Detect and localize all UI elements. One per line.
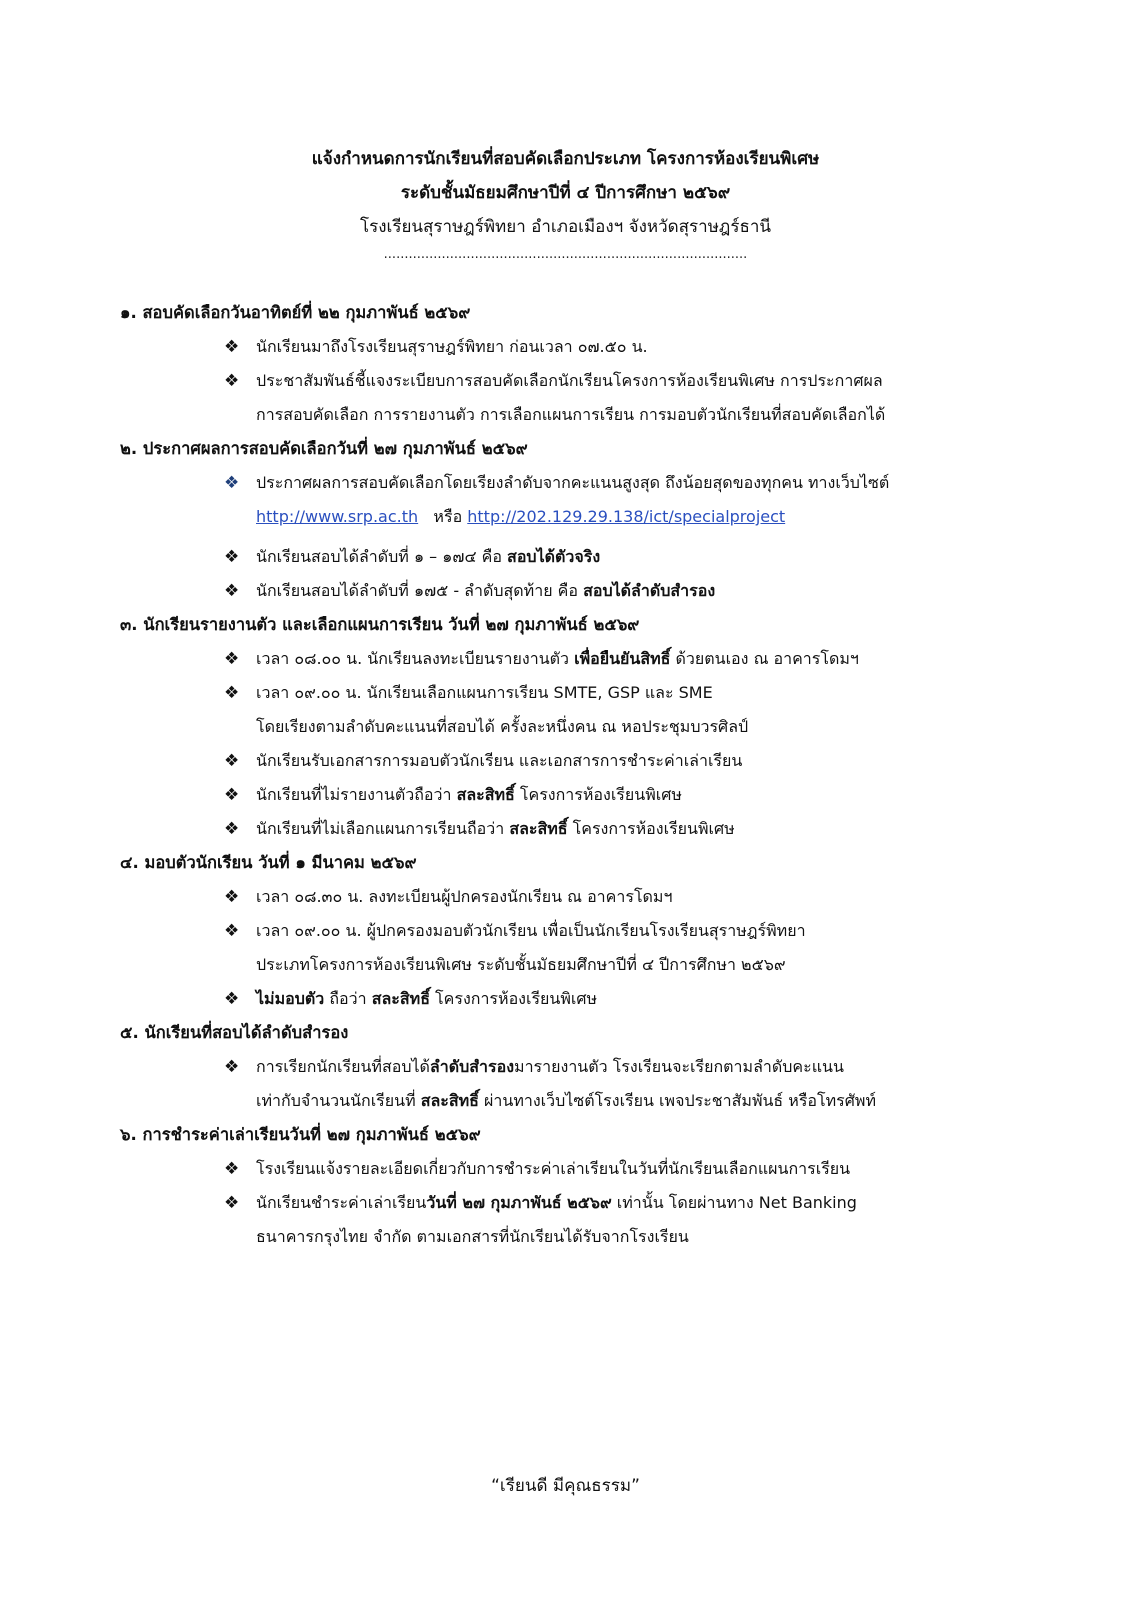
- section-5-title: ๕. นักเรียนที่สอบได้ลำดับสำรอง: [120, 1023, 349, 1042]
- four-diamond-bullet-icon: ❖: [224, 887, 240, 907]
- four-diamond-bullet-icon: ❖: [224, 1159, 240, 1179]
- school-motto: “เรียนดี มีคุณธรรม”: [491, 1476, 640, 1496]
- header-school: โรงเรียนสุราษฎร์พิทยา อำเภอเมืองฯ จังหวัดสุราษฎร์ธานี: [359, 217, 772, 237]
- section-3-title: ๓. นักเรียนรายงานตัว และเลือกแผนการเรียน วันที่ ๒๗ กุมภาพันธ์ ๒๕๖๙: [120, 615, 640, 634]
- four-diamond-bullet-icon: ❖: [224, 1057, 240, 1077]
- list-item: ❖ นักเรียนที่ไม่เลือกแผนการเรียนถือว่า สละสิทธิ์ โครงการห้องเรียนพิเศษ: [224, 819, 735, 839]
- special-project-link[interactable]: http://202.129.29.138/ict/specialproject: [467, 507, 786, 526]
- four-diamond-bullet-icon: ❖: [224, 581, 240, 601]
- list-item: ❖ นักเรียนมาถึงโรงเรียนสุราษฎร์พิทยา ก่อนเวลา ๐๗.๕๐ น.: [224, 337, 648, 357]
- header-title: แจ้งกำหนดการนักเรียนที่สอบคัดเลือกประเภท โครงการห้องเรียนพิเศษ: [311, 149, 820, 169]
- four-diamond-bullet-icon: ❖: [224, 921, 240, 941]
- four-diamond-bullet-icon: ❖: [224, 683, 240, 703]
- list-item: ❖ ประชาสัมพันธ์ชี้แจงระเบียบการสอบคัดเลือกนักเรียนโครงการห้องเรียนพิเศษ การประกาศผล การสอบคัดเลือก การรายงานตัว การเลือกแผนการเรียน การมอบตัวนักเรียนที่สอบคัดเลือกได้: [224, 371, 886, 424]
- four-diamond-bullet-icon: ❖: [224, 371, 240, 391]
- list-item: ❖ เวลา ๐๙.๐๐ น. ผู้ปกครองมอบตัวนักเรียน เพื่อเป็นนักเรียนโรงเรียนสุราษฎร์พิทยา ประเภทโครงการห้องเรียนพิเศษ ระดับชั้นมัธยมศึกษาปีที่ ๔ ปีการศึกษา ๒๕๖๙: [224, 921, 806, 974]
- list-item: ❖ การเรียกนักเรียนที่สอบได้ลำดับสำรองมารายงานตัว โรงเรียนจะเรียกตามลำดับคะแนน เท่ากับจำนวนนักเรียนที่ สละสิทธิ์ ผ่านทางเว็บไซต์โรงเรียน เพจประชาสัมพันธ์ หรือโทรศัพท์: [224, 1057, 877, 1110]
- four-diamond-bullet-icon: ❖: [224, 751, 240, 771]
- section-1-title: ๑. สอบคัดเลือกวันอาทิตย์ที่ ๒๒ กุมภาพันธ์ ๒๕๖๙: [120, 303, 471, 322]
- schedule-body: [120, 296, 1020, 1254]
- list-item: ❖ เวลา ๐๙.๐๐ น. นักเรียนเลือกแผนการเรียน SMTE, GSP และ SME โดยเรียงตามลำดับคะแนนที่สอบได้ ครั้งละหนึ่งคน ณ หอประชุมบวรศิลป์: [224, 683, 749, 736]
- list-item: ❖ นักเรียนที่ไม่รายงานตัวถือว่า สละสิทธิ์ โครงการห้องเรียนพิเศษ: [224, 785, 682, 805]
- list-item: ❖ นักเรียนรับเอกสารการมอบตัวนักเรียน และเอกสารการชำระค่าเล่าเรียน: [224, 751, 743, 771]
- list-item: ❖ นักเรียนสอบได้ลำดับที่ ๑๗๕ - ลำดับสุดท้าย คือ สอบได้ลำดับสำรอง: [224, 581, 716, 601]
- header-divider: ........................................................................................: [383, 247, 748, 262]
- section-6-title: ๖. การชำระค่าเล่าเรียนวันที่ ๒๗ กุมภาพันธ์ ๒๕๖๙: [120, 1125, 481, 1144]
- list-item: ❖ นักเรียนชำระค่าเล่าเรียนวันที่ ๒๗ กุมภาพันธ์ ๒๕๖๙ เท่านั้น โดยผ่านทาง Net Banking ธนาคารกรุงไทย จำกัด ตามเอกสารที่นักเรียนได้รับจากโรงเรียน: [224, 1193, 857, 1246]
- four-diamond-bullet-icon: ❖: [224, 337, 240, 357]
- list-item: ❖ ไม่มอบตัว ถือว่า สละสิทธิ์ โครงการห้องเรียนพิเศษ: [224, 989, 598, 1009]
- four-diamond-bullet-icon: ❖: [224, 473, 240, 493]
- four-diamond-bullet-icon: ❖: [224, 547, 240, 567]
- four-diamond-bullet-icon: ❖: [224, 989, 240, 1009]
- document-header: [0, 142, 1131, 266]
- school-website-link[interactable]: http://www.srp.ac.th: [256, 507, 419, 526]
- result-links: http://www.srp.ac.th หรือ http://202.129.29.138/ict/specialproject: [256, 507, 786, 526]
- four-diamond-bullet-icon: ❖: [224, 649, 240, 669]
- list-item: ❖ นักเรียนสอบได้ลำดับที่ ๑ – ๑๗๔ คือ สอบได้ตัวจริง: [224, 547, 601, 567]
- section-4-title: ๔. มอบตัวนักเรียน วันที่ ๑ มีนาคม ๒๕๖๙: [120, 853, 417, 872]
- header-subtitle: ระดับชั้นมัธยมศึกษาปีที่ ๔ ปีการศึกษา ๒๕๖๙: [400, 183, 731, 203]
- section-2-title: ๒. ประกาศผลการสอบคัดเลือกวันที่ ๒๗ กุมภาพันธ์ ๒๕๖๙: [120, 439, 528, 458]
- list-item: ❖ เวลา ๐๘.๓๐ น. ลงทะเบียนผู้ปกครองนักเรียน ณ อาคารโดมฯ: [224, 887, 673, 907]
- list-item: ❖ เวลา ๐๘.๐๐ น. นักเรียนลงทะเบียนรายงานตัว เพื่อยืนยันสิทธิ์ ด้วยตนเอง ณ อาคารโดมฯ: [224, 649, 859, 669]
- four-diamond-bullet-icon: ❖: [224, 1193, 240, 1213]
- four-diamond-bullet-icon: ❖: [224, 819, 240, 839]
- four-diamond-bullet-icon: ❖: [224, 785, 240, 805]
- list-item: ❖ โรงเรียนแจ้งรายละเอียดเกี่ยวกับการชำระค่าเล่าเรียนในวันที่นักเรียนเลือกแผนการเรียน: [224, 1159, 851, 1179]
- list-item: ❖ ประกาศผลการสอบคัดเลือกโดยเรียงลำดับจากคะแนนสูงสุด ถึงน้อยสุดของทุกคน ทางเว็บไซต์ http://www.srp.ac.th หรือ http://202.129.29.138/ict/specialproject: [120, 466, 1020, 534]
